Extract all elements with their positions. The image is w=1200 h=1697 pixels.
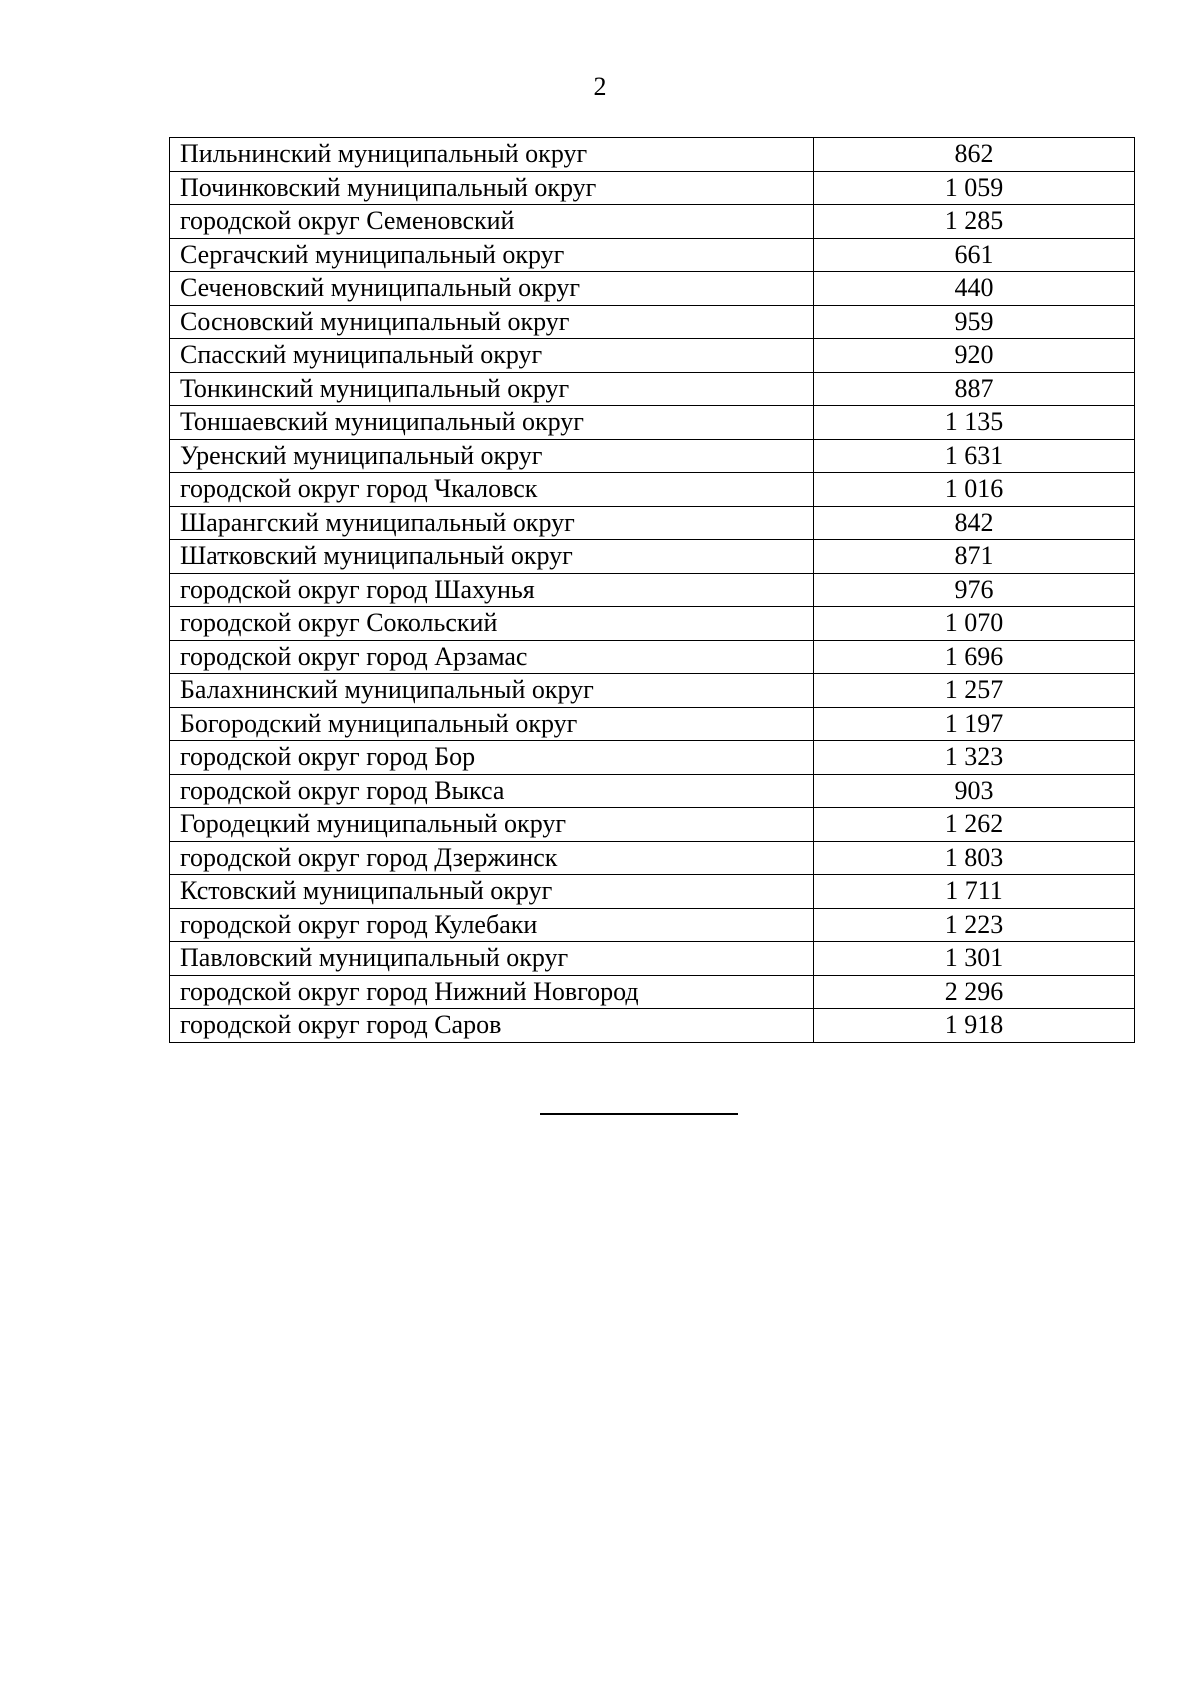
table-row (170, 339, 1135, 373)
table-row (170, 808, 1135, 842)
municipality-value-cell: 871 (814, 540, 1135, 574)
municipality-value-cell: 1 803 (814, 841, 1135, 875)
municipality-value-cell: 1 323 (814, 741, 1135, 775)
municipality-name-cell: Кстовский муниципальный округ (170, 875, 814, 909)
municipality-name-cell: Тоншаевский муниципальный округ (170, 406, 814, 440)
municipality-name-cell: Сосновский муниципальный округ (170, 305, 814, 339)
table-row (170, 975, 1135, 1009)
table-row (170, 138, 1135, 172)
municipality-name-cell: Тонкинский муниципальный округ (170, 372, 814, 406)
municipality-value-cell: 1 197 (814, 707, 1135, 741)
table-row (170, 1009, 1135, 1043)
municipality-name-cell: Павловский муниципальный округ (170, 942, 814, 976)
table-row (170, 506, 1135, 540)
municipality-value-cell: 842 (814, 506, 1135, 540)
municipality-name-cell: Починковский муниципальный округ (170, 171, 814, 205)
table-row (170, 707, 1135, 741)
table-row (170, 473, 1135, 507)
table-row (170, 406, 1135, 440)
table-row (170, 540, 1135, 574)
table-row (170, 774, 1135, 808)
municipality-value-cell: 976 (814, 573, 1135, 607)
municipality-name-cell: Пильнинский муниципальный округ (170, 138, 814, 172)
municipality-value-cell: 1 262 (814, 808, 1135, 842)
table-row (170, 171, 1135, 205)
municipality-name-cell: Шатковский муниципальный округ (170, 540, 814, 574)
municipality-value-cell: 1 223 (814, 908, 1135, 942)
page-number: 2 (593, 72, 607, 101)
municipality-value-cell: 1 059 (814, 171, 1135, 205)
municipality-value-cell: 1 257 (814, 674, 1135, 708)
table-row (170, 238, 1135, 272)
municipality-value-cell: 1 631 (814, 439, 1135, 473)
table-row (170, 272, 1135, 306)
municipality-name-cell: городской округ город Бор (170, 741, 814, 775)
municipality-name-cell: городской округ Семеновский (170, 205, 814, 239)
municipality-name-cell: Сергачский муниципальный округ (170, 238, 814, 272)
municipality-value-cell: 1 301 (814, 942, 1135, 976)
municipality-value-cell: 1 135 (814, 406, 1135, 440)
table-row (170, 305, 1135, 339)
municipality-value-cell: 887 (814, 372, 1135, 406)
table-row (170, 640, 1135, 674)
municipality-value-cell: 959 (814, 305, 1135, 339)
municipality-value-cell: 1 918 (814, 1009, 1135, 1043)
municipality-name-cell: городской округ город Кулебаки (170, 908, 814, 942)
municipality-value-cell: 1 070 (814, 607, 1135, 641)
municipality-value-cell: 440 (814, 272, 1135, 306)
municipality-value-cell: 920 (814, 339, 1135, 373)
municipality-name-cell: Уренский муниципальный округ (170, 439, 814, 473)
municipality-name-cell: городской округ город Саров (170, 1009, 814, 1043)
municipality-name-cell: Шарангский муниципальный округ (170, 506, 814, 540)
table-row (170, 439, 1135, 473)
municipality-name-cell: городской округ город Нижний Новгород (170, 975, 814, 1009)
municipality-name-cell: Городецкий муниципальный округ (170, 808, 814, 842)
table-row (170, 741, 1135, 775)
table-body (170, 138, 1135, 1043)
municipality-name-cell: городской округ город Арзамас (170, 640, 814, 674)
table-row (170, 607, 1135, 641)
municipality-name-cell: городской округ город Чкаловск (170, 473, 814, 507)
municipality-name-cell: Сеченовский муниципальный округ (170, 272, 814, 306)
table-row (170, 372, 1135, 406)
municipality-value-cell: 903 (814, 774, 1135, 808)
municipality-name-cell: Богородский муниципальный округ (170, 707, 814, 741)
table-row (170, 875, 1135, 909)
municipality-value-cell: 1 696 (814, 640, 1135, 674)
table-row (170, 205, 1135, 239)
table-row (170, 674, 1135, 708)
table-row (170, 573, 1135, 607)
municipality-name-cell: городской округ город Дзержинск (170, 841, 814, 875)
table-row (170, 841, 1135, 875)
municipality-value-cell: 661 (814, 238, 1135, 272)
municipality-name-cell: городской округ Сокольский (170, 607, 814, 641)
municipality-name-cell: Спасский муниципальный округ (170, 339, 814, 373)
municipality-name-cell: городской округ город Шахунья (170, 573, 814, 607)
municipality-table (169, 137, 1135, 1043)
municipality-value-cell: 1 016 (814, 473, 1135, 507)
table-row (170, 942, 1135, 976)
municipality-value-cell: 862 (814, 138, 1135, 172)
table-row (170, 908, 1135, 942)
municipality-value-cell: 1 285 (814, 205, 1135, 239)
municipality-name-cell: Балахнинский муниципальный округ (170, 674, 814, 708)
municipality-value-cell: 1 711 (814, 875, 1135, 909)
municipality-name-cell: городской округ город Выкса (170, 774, 814, 808)
municipality-value-cell: 2 296 (814, 975, 1135, 1009)
end-rule (540, 1113, 738, 1115)
